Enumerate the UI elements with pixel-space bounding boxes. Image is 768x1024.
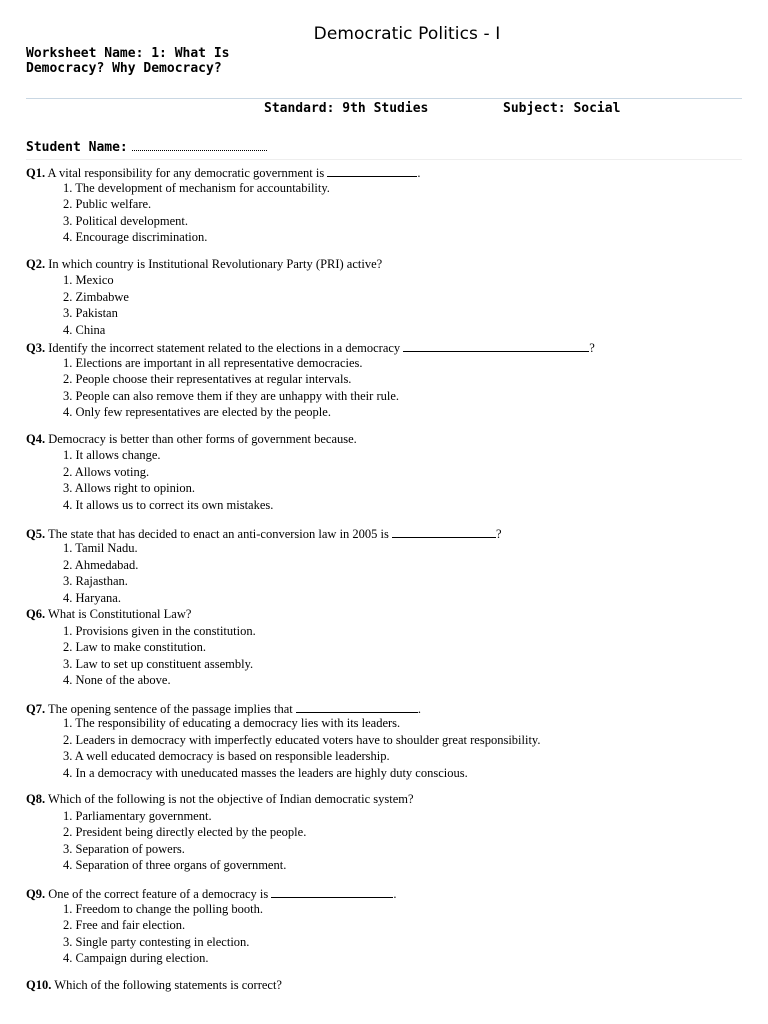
- question-text: [26, 977, 742, 994]
- question-end-punctuation: .: [417, 166, 421, 180]
- question-number: Q2.: [26, 256, 46, 271]
- answer-option: 1. Parliamentary government.: [63, 808, 212, 823]
- question-prompt: Identify the incorrect statement related to the elections in a democracy: [48, 341, 401, 356]
- answer-blank[interactable]: [296, 699, 418, 713]
- answer-option: 3. Political development.: [63, 213, 188, 228]
- answer-option: 4. China: [63, 322, 106, 337]
- question-10: [26, 977, 742, 994]
- answer-option: 1. Tamil Nadu.: [63, 541, 138, 556]
- answer-option: 1. Freedom to change the polling booth.: [63, 901, 263, 916]
- student-name-field[interactable]: [132, 139, 267, 151]
- question-end-punctuation: ?: [589, 341, 595, 356]
- answer-option: 2. President being directly elected by the people.: [63, 825, 307, 840]
- question-prompt: Democracy is better than other forms of government because.: [48, 431, 357, 446]
- question-6: [26, 606, 742, 689]
- answer-option: 1. Elections are important in all representative democracies.: [63, 355, 363, 370]
- header-divider: [26, 98, 742, 99]
- question-number: Q4.: [26, 431, 46, 446]
- question-prompt: One of the correct feature of a democracy is: [48, 887, 269, 902]
- answer-option: 4. Campaign during election.: [63, 951, 209, 966]
- worksheet-name: Worksheet Name: 1: What Is Democracy? Why Democracy?: [26, 46, 230, 76]
- question-list: [26, 163, 742, 993]
- question-text: [26, 606, 742, 623]
- answer-option: 3. Separation of powers.: [63, 841, 185, 856]
- question-text: [26, 524, 742, 541]
- answer-option: 3. People can also remove them if they are unhappy with their rule.: [63, 388, 400, 403]
- student-name-row: [26, 139, 267, 155]
- question-text: [26, 431, 742, 448]
- answer-option: 2. Law to make constitution.: [63, 640, 207, 655]
- answer-option: 3. Rajasthan.: [63, 574, 128, 589]
- question-number: Q9.: [26, 887, 46, 902]
- answer-option: 4. It allows us to correct its own mistakes.: [63, 497, 274, 512]
- question-3: [26, 338, 742, 421]
- question-8: [26, 791, 742, 874]
- answer-option: 4. Separation of three organs of government.: [63, 858, 287, 873]
- student-divider: [26, 159, 742, 160]
- question-4: [26, 431, 742, 514]
- question-prompt: A vital responsibility for any democratic government is: [47, 166, 325, 180]
- answer-option: 1. Provisions given in the constitution.: [63, 623, 256, 638]
- question-number: Q10.: [26, 977, 52, 992]
- question-text: [26, 163, 742, 180]
- answer-blank[interactable]: [403, 338, 589, 352]
- question-number: Q6.: [26, 607, 46, 622]
- question-9: [26, 884, 742, 967]
- question-prompt: Which of the following is not the objective of Indian democratic system?: [48, 792, 414, 807]
- answer-option: 1. Mexico: [63, 273, 114, 288]
- question-number: Q7.: [26, 701, 46, 716]
- answer-option: 3. Allows right to opinion.: [63, 481, 195, 496]
- question-5: [26, 524, 742, 607]
- answer-option: 3. Law to set up constituent assembly.: [63, 656, 254, 671]
- worksheet-title: Democratic Politics - I: [313, 24, 501, 44]
- answer-blank[interactable]: [392, 524, 496, 538]
- question-text: [26, 256, 742, 273]
- question-number: Q3.: [26, 341, 46, 356]
- question-text: [26, 699, 742, 716]
- answer-option: 4. In a democracy with uneducated masses the leaders are highly duty conscious.: [63, 765, 468, 780]
- answer-option: 1. It allows change.: [63, 448, 161, 463]
- answer-option: 1. The development of mechanism for accountability.: [63, 180, 330, 195]
- answer-option: 4. Only few representatives are elected by the people.: [63, 405, 331, 420]
- answer-option: 4. Haryana.: [63, 590, 121, 605]
- answer-option: 2. Allows voting.: [63, 464, 150, 479]
- question-number: Q1.: [26, 166, 46, 180]
- answer-option: 2. Free and fair election.: [63, 918, 186, 933]
- question-number: Q8.: [26, 792, 46, 807]
- question-prompt: The opening sentence of the passage implies that: [48, 701, 293, 716]
- subject-label: Subject: Social: [503, 101, 621, 116]
- question-text: [26, 338, 742, 355]
- question-end-punctuation: .: [417, 701, 421, 716]
- answer-option: 3. Single party contesting in election.: [63, 934, 250, 949]
- question-prompt: The state that has decided to enact an anti-conversion law in 2005 is: [48, 526, 389, 541]
- question-text: [26, 884, 742, 901]
- answer-option: 2. Zimbabwe: [63, 289, 129, 304]
- question-number: Q5.: [26, 526, 46, 541]
- question-end-punctuation: ?: [496, 526, 502, 541]
- question-prompt: In which country is Institutional Revolutionary Party (PRI) active?: [48, 256, 383, 271]
- question-7: [26, 699, 742, 782]
- question-1: [26, 163, 742, 246]
- answer-option: 3. Pakistan: [63, 306, 118, 321]
- answer-option: 2. Leaders in democracy with imperfectly educated voters have to shoulder great responsibility.: [63, 732, 541, 747]
- question-2: [26, 256, 742, 339]
- question-prompt: Which of the following statements is correct?: [54, 977, 282, 992]
- answer-option: 4. Encourage discrimination.: [63, 230, 208, 244]
- answer-option: 3. A well educated democracy is based on responsible leadership.: [63, 749, 390, 764]
- question-end-punctuation: .: [393, 887, 397, 902]
- answer-option: 2. People choose their representatives at regular intervals.: [63, 372, 352, 387]
- answer-option: 2. Public welfare.: [63, 197, 152, 211]
- answer-option: 1. The responsibility of educating a democracy lies with its leaders.: [63, 716, 401, 731]
- answer-option: 2. Ahmedabad.: [63, 557, 139, 572]
- answer-blank[interactable]: [327, 163, 417, 177]
- answer-option: 4. None of the above.: [63, 673, 171, 688]
- standard-label: Standard: 9th Studies: [264, 101, 429, 116]
- answer-blank[interactable]: [271, 884, 393, 898]
- student-name-label: Student Name:: [26, 140, 128, 155]
- question-text: [26, 791, 742, 808]
- question-prompt: What is Constitutional Law?: [48, 607, 192, 622]
